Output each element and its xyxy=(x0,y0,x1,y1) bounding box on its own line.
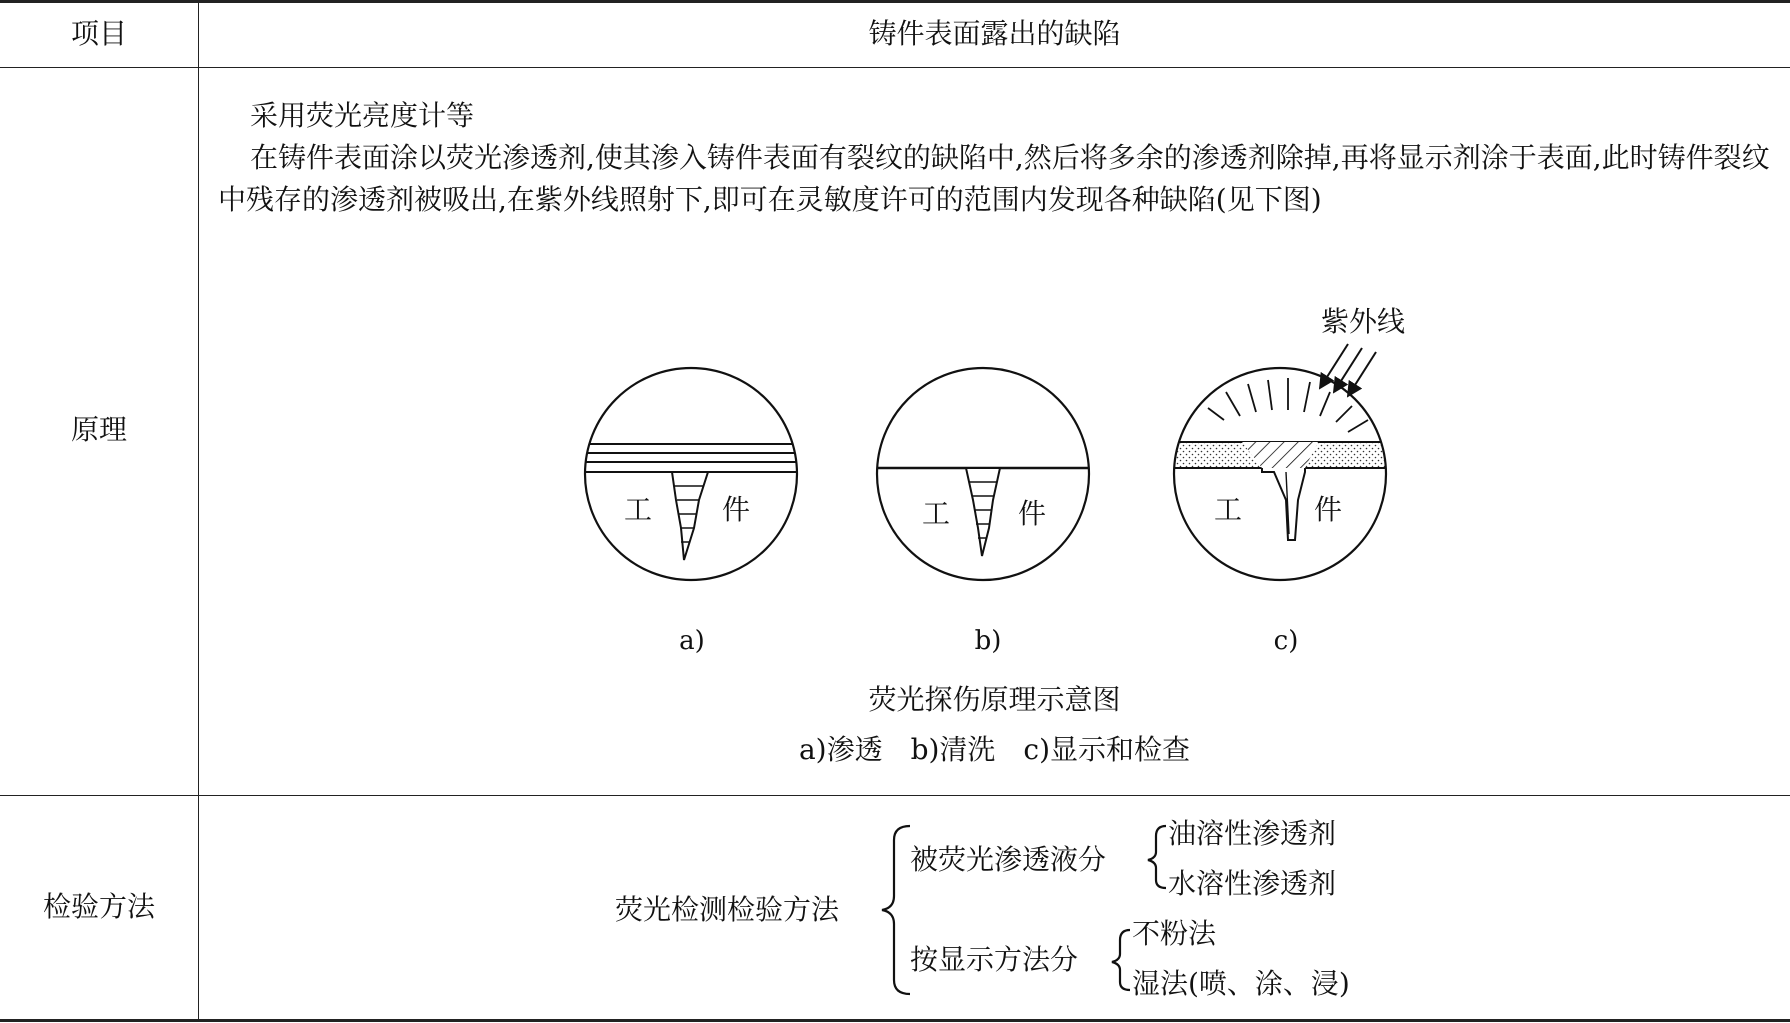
header-item: 项目 xyxy=(70,17,127,50)
method-branch-1-child-1: 油溶性渗透剂 xyxy=(1168,817,1337,850)
workpiece-label-c-left: 工 xyxy=(1214,493,1243,526)
panel-label-b: b) xyxy=(974,626,1002,656)
method-root: 荧光检测检验方法 xyxy=(615,893,840,926)
row-label-principle: 原理 xyxy=(70,413,127,446)
method-branch-2-child-2: 湿法(喷、涂、浸) xyxy=(1132,967,1350,1000)
panel-label-c: c) xyxy=(1273,626,1299,656)
workpiece-label-b-right: 件 xyxy=(1018,497,1047,530)
method-branch-1-child-2: 水溶性渗透剂 xyxy=(1168,867,1337,900)
figure-title: 荧光探伤原理示意图 xyxy=(868,683,1121,716)
workpiece-label-a-right: 件 xyxy=(722,493,751,526)
workpiece-label-c-right: 件 xyxy=(1314,493,1343,526)
row-label-method: 检验方法 xyxy=(42,890,155,923)
panel-label-a: a) xyxy=(679,626,705,656)
header-defect: 铸件表面露出的缺陷 xyxy=(868,17,1121,50)
method-branch-2: 按显示方法分 xyxy=(910,943,1079,976)
workpiece-label-a-left: 工 xyxy=(624,493,653,526)
principle-line-1: 采用荧光亮度计等 xyxy=(250,99,475,132)
workpiece-label-b-left: 工 xyxy=(922,497,951,530)
method-branch-2-child-1: 不粉法 xyxy=(1132,917,1217,950)
figure-legend: a)渗透 b)清洗 c)显示和检查 xyxy=(798,733,1191,766)
uv-label: 紫外线 xyxy=(1321,305,1406,338)
principle-line-2: 在铸件表面涂以荧光渗透剂,使其渗入铸件表面有裂纹的缺陷中,然后将多余的渗透剂除掉,再将显示剂涂于表面,此时铸件裂纹中残存的渗透剂被吸出,在紫外线照射下,即可在灵敏度许可的范围内发现各种缺陷(见下图) xyxy=(218,141,1770,216)
method-branch-1: 被荧光渗透液分 xyxy=(910,843,1107,876)
